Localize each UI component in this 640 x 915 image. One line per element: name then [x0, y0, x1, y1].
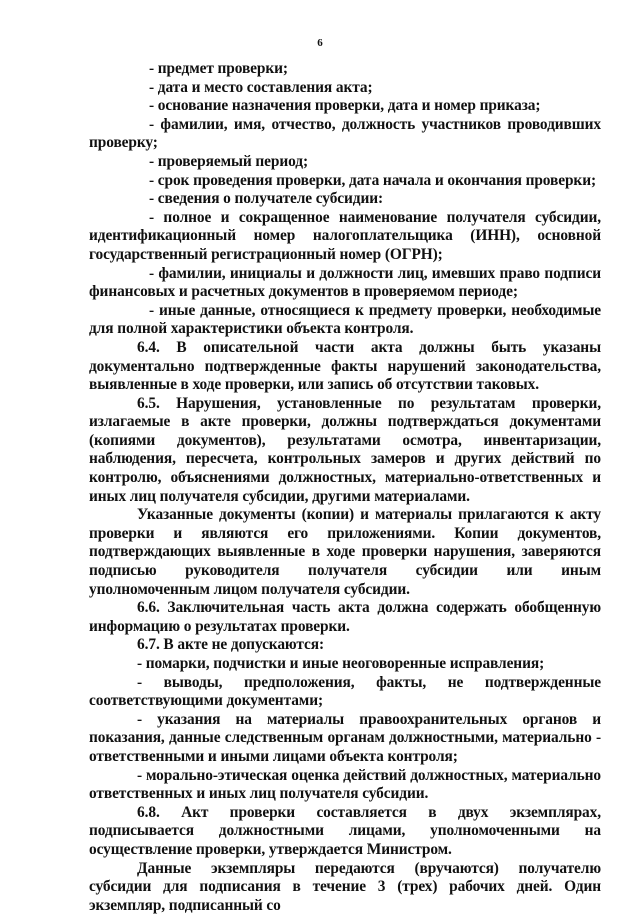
paragraph: - иные данные, относящиеся к предмету проверки, необходимые для полной характеристики объекта контроля. [89, 301, 601, 338]
paragraph: 6.6. Заключительная часть акта должна содержать обобщенную информацию о результатах проверки. [89, 599, 601, 635]
paragraph: - выводы, предположения, факты, не подтвержденные соответствующими документами; [89, 673, 601, 710]
paragraph: - основание назначения проверки, дата и номер приказа; [149, 97, 541, 115]
paragraph: 6.5. Нарушения, установленные по результатам проверки, излагаемые в акте проверки, должны подтверждаться документами (копиями документов), результатами осмотра, инвентаризации, наблюдения, пересчета, контрольных замеров и других действий по контролю, объяснениями должностных, материально-ответственных и иных лиц получателя субсидии, другими материалами. [89, 394, 601, 505]
paragraph: - фамилии, инициалы и должности лиц, имевших право подписи финансовых и расчетных документов в проверяемом периоде; [89, 264, 601, 301]
paragraph: - морально-этическая оценка действий должностных, материально ответственных и иных лиц получателя субсидии. [89, 766, 601, 803]
paragraph: Указанные документы (копии) и материалы прилагаются к акту проверки и являются его приложениями. Копии документов, подтверждающих выявленные в ходе проверки нарушения, заверяются подписью руководителя получателя субсидии или иным уполномоченным лицом получателя субсидии. [89, 506, 601, 598]
paragraph: - срок проведения проверки, дата начала и окончания проверки; [149, 171, 596, 189]
page-body [89, 60, 601, 915]
paragraph: - сведения о получателе субсидии: [149, 190, 384, 208]
paragraph: - полное и сокращенное наименование получателя субсидии, идентификационный номер налогоплательщика (ИНН), основной государственный регистрационный номер (ОГРН); [89, 208, 601, 263]
paragraph: Данные экземпляры передаются (вручаются) получателю субсидии для подписания в течение 3 (трех) рабочих дней. Один экземпляр, подписанный со [89, 859, 601, 914]
page-number: 6 [317, 37, 323, 49]
paragraph: - предмет проверки; [149, 60, 288, 77]
paragraph: - указания на материалы правоохранительных органов и показания, данные следственным органам должностными, материально - ответственными и иными лицами объекта контроля; [89, 710, 601, 765]
paragraph: - фамилии, имя, отчество, должность участников проводивших проверку; [89, 115, 601, 152]
paragraph: 6.7. В акте не допускаются: [137, 636, 325, 654]
paragraph: 6.4. В описательной части акта должны быть указаны документально подтвержденные факты нарушений законодательства, выявленные в ходе проверки, или запись об отсутствии таковых. [89, 338, 601, 394]
paragraph: - помарки, подчистки и иные неоговоренные исправления; [137, 655, 545, 672]
paragraph: 6.8. Акт проверки составляется в двух экземплярах, подписывается должностными лицами, уполномоченными на осуществление проверки, утверждается Министром. [89, 803, 601, 858]
paragraph: - проверяемый период; [149, 152, 308, 170]
paragraph: - дата и место составления акта; [149, 78, 373, 96]
